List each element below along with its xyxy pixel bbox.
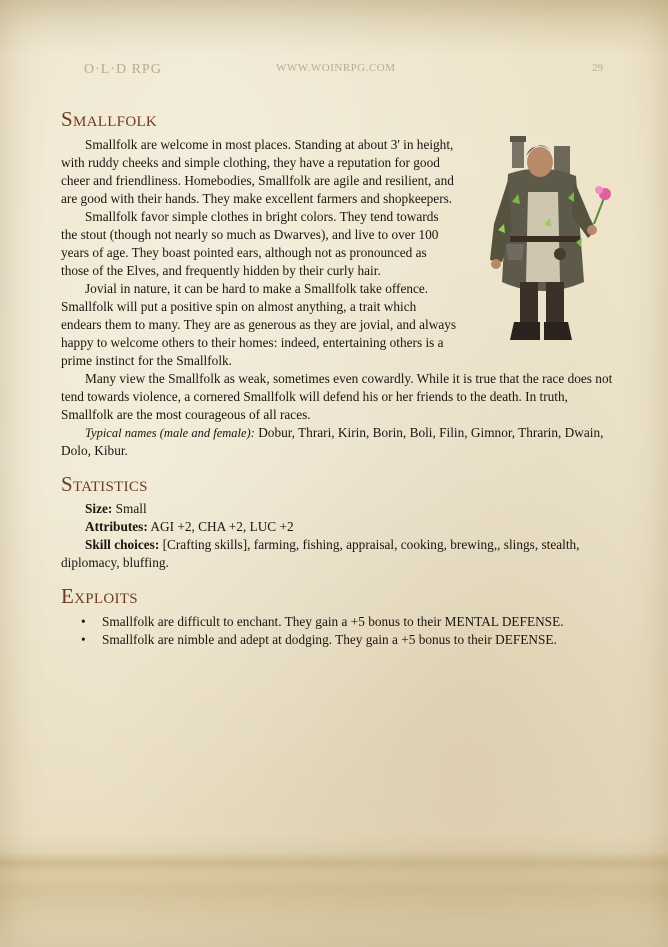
- typical-names: [61, 424, 616, 460]
- stat-skills: [61, 536, 616, 572]
- exploit-text: Smallfolk are difficult to enchant. They gain a +5 bonus to their MENTAL DEFENSE.: [102, 614, 564, 629]
- running-header: [0, 62, 668, 78]
- typical-names-value: Dobur, Thrari, Kirin, Borin, Boli, Filin, Gimnor, Thrarin, Dwain, Dolo, Kibur.: [61, 425, 604, 458]
- exploits-list: [61, 613, 616, 649]
- typical-names-label: Typical names (male and female):: [85, 426, 255, 440]
- stat-size: [61, 500, 616, 518]
- section-title-smallfolk: Smallfolk: [61, 107, 158, 131]
- section-title-statistics: Statistics: [61, 472, 148, 496]
- stat-size-value: Small: [112, 501, 147, 516]
- section-title-exploits: Exploits: [61, 584, 138, 608]
- smallfolk-figure-illustration: [468, 132, 616, 348]
- smallfolk-paragraph-4: Many view the Smallfolk as weak, sometimes even cowardly. While it is true that the race does not tend towards violence, a cornered Smallfolk will defend his or her friends to the death. In truth, Smallfolk are the most courageous of all races.: [61, 371, 613, 422]
- header-website: WWW.WOINRPG.COM: [276, 62, 396, 74]
- smallfolk-paragraph-3: Jovial in nature, it can be hard to make a Smallfolk take offence. Smallfolk will put a positive spin on almost anything, a trait which endears them to many. They are as generous as they are jovial, and always happy to welcome others to their homes: indeed, entertaining others is a prime instinct for the Smallfolk.: [61, 281, 457, 368]
- smallfolk-paragraph-2: Smallfolk favor simple clothes in bright colors. They tend towards the stout (though not nearly so much as Dwarves), and live to over 100 years of age. They boast pointed ears, although not as pronounced as those of the Elves, and frequently hidden by their curly hair.: [61, 209, 439, 278]
- stat-attributes-label: Attributes:: [85, 519, 148, 534]
- stat-size-label: Size:: [85, 501, 113, 516]
- stat-skills-value: [Crafting skills], farming, fishing, appraisal, cooking, brewing,, slings, stealth, diplomacy, bluffing.: [61, 537, 580, 570]
- stat-skills-label: Skill choices:: [85, 537, 160, 552]
- stat-attributes-value: AGI +2, CHA +2, LUC +2: [147, 519, 294, 534]
- page-content: [61, 106, 616, 649]
- bullet-icon: •: [81, 614, 86, 629]
- header-logo-text: O·L·D RPG: [84, 62, 162, 77]
- list-item: [81, 613, 616, 631]
- page-texture-band: [0, 852, 668, 874]
- stat-attributes: [61, 518, 616, 536]
- page-number: 29: [592, 62, 603, 74]
- list-item: [81, 631, 616, 649]
- bullet-icon: •: [81, 632, 86, 647]
- smallfolk-paragraph-1: Smallfolk are welcome in most places. Standing at about 3' in height, with ruddy cheeks and simple clothing, they have a reputation for good cheer and friendliness. Homebodies, Smallfolk are agile and resilient, and are good with their hands. They make excellent farmers and shopkeepers.: [61, 137, 454, 206]
- exploit-text: Smallfolk are nimble and adept at dodging. They gain a +5 bonus to their DEFENSE.: [102, 632, 557, 647]
